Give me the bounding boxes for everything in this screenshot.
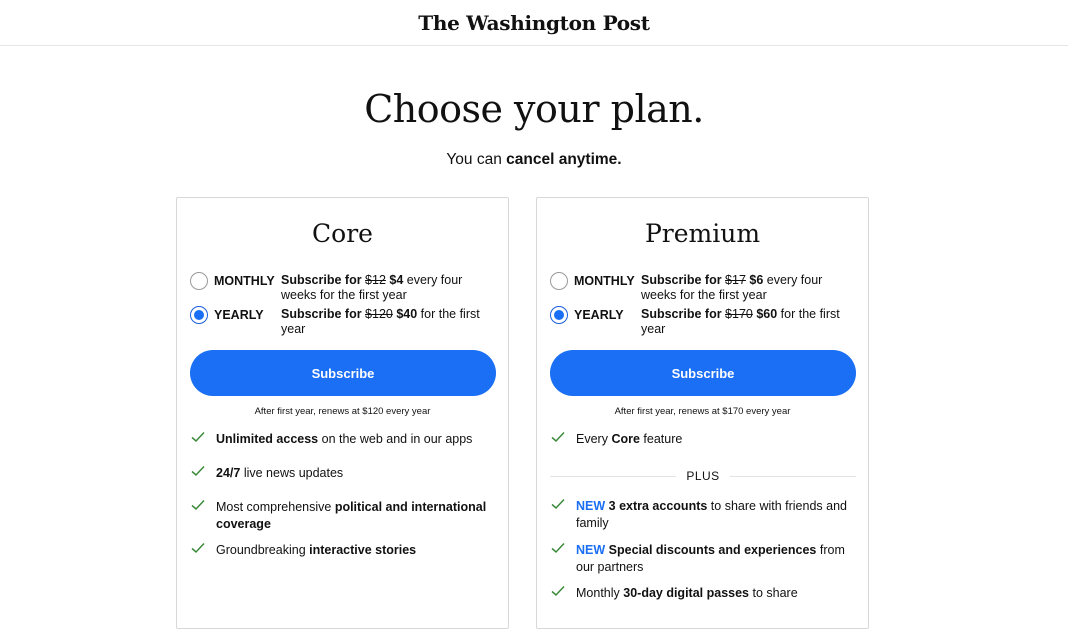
premium-monthly-lead: Subscribe for [641, 273, 726, 287]
core-yearly-new-price: $40 [396, 307, 418, 321]
premium-subscribe-button[interactable]: Subscribe [550, 350, 856, 396]
premium-extra-bold: Special discounts and experiences [608, 543, 817, 557]
core-feature-pre: Groundbreaking [216, 543, 310, 557]
premium-monthly-old-price: $17 [725, 273, 746, 287]
subtitle-prefix: You can [446, 151, 507, 168]
core-yearly-rest: for the first year [281, 307, 480, 336]
washington-post-logo[interactable]: The Washington Post [418, 10, 650, 35]
core-yearly-option[interactable] [190, 306, 500, 340]
checkmark-icon [551, 498, 565, 510]
premium-extra-bold: 30-day digital passes [623, 586, 750, 600]
premium-extra-rest: from our partners [576, 543, 845, 574]
premium-feature-pre: Every [576, 432, 612, 446]
core-feature-bold: interactive stories [309, 543, 417, 557]
premium-extra-rest: to share [749, 586, 798, 600]
premium-yearly-option[interactable] [550, 306, 860, 340]
new-badge: NEW [576, 543, 606, 557]
core-monthly-rest: every four weeks for the first year [281, 273, 463, 302]
premium-yearly-lead: Subscribe for [641, 307, 726, 321]
premium-extra-rest: to share with friends and family [576, 499, 847, 530]
checkmark-icon [551, 585, 565, 597]
core-yearly-lead: Subscribe for [281, 307, 366, 321]
core-monthly-description [281, 273, 501, 303]
core-feature-bold: Unlimited access [216, 432, 319, 446]
core-feature-bold: political and international coverage [216, 500, 487, 531]
core-monthly-old-price: $12 [365, 273, 386, 287]
premium-extra-pre: Monthly [576, 586, 624, 600]
premium-monthly-option[interactable] [550, 272, 860, 306]
masthead [0, 0, 1068, 46]
core-yearly-old-price: $120 [365, 307, 393, 321]
plan-title-premium: Premium [644, 219, 761, 248]
page-title: Choose your plan. [364, 87, 704, 131]
premium-renew-note: After first year, renews at $170 every year [614, 406, 791, 417]
plus-divider [550, 468, 856, 484]
core-monthly-new-price: $4 [389, 273, 404, 287]
premium-yearly-rest: for the first year [641, 307, 840, 336]
checkmark-icon [191, 542, 205, 554]
subtitle-emphasis: cancel anytime. [506, 151, 622, 168]
core-yearly-radio[interactable] [190, 306, 208, 324]
premium-yearly-description [641, 307, 861, 337]
core-feature-rest: on the web and in our apps [318, 432, 473, 446]
core-feature-bold: 24/7 [216, 466, 241, 480]
core-monthly-label: MONTHLY [214, 274, 275, 288]
core-feature-pre: Most comprehensive [216, 500, 335, 514]
premium-feature-bold: Core [611, 432, 640, 446]
checkmark-icon [191, 465, 205, 477]
plan-title-core: Core [312, 219, 373, 248]
premium-monthly-description [641, 273, 861, 303]
premium-extra-bold: 3 extra accounts [608, 499, 708, 513]
premium-yearly-new-price: $60 [756, 307, 778, 321]
core-monthly-lead: Subscribe for [281, 273, 366, 287]
premium-monthly-new-price: $6 [749, 273, 764, 287]
plan-card-premium [536, 197, 869, 629]
premium-yearly-label: YEARLY [574, 308, 624, 322]
premium-monthly-label: MONTHLY [574, 274, 635, 288]
core-yearly-description [281, 307, 501, 337]
checkmark-icon [551, 431, 565, 443]
checkmark-icon [191, 431, 205, 443]
core-monthly-option[interactable] [190, 272, 500, 306]
core-feature-rest: live news updates [240, 466, 344, 480]
divider-line [730, 476, 856, 477]
premium-yearly-old-price: $170 [725, 307, 753, 321]
premium-monthly-radio[interactable] [550, 272, 568, 290]
premium-yearly-radio[interactable] [550, 306, 568, 324]
checkmark-icon [551, 542, 565, 554]
plus-label: PLUS [686, 469, 720, 483]
core-renew-note: After first year, renews at $120 every year [254, 406, 431, 417]
core-subscribe-button[interactable]: Subscribe [190, 350, 496, 396]
page-subtitle [0, 150, 1068, 170]
core-yearly-label: YEARLY [214, 308, 264, 322]
premium-feature-rest: feature [639, 432, 683, 446]
new-badge: NEW [576, 499, 606, 513]
core-monthly-radio[interactable] [190, 272, 208, 290]
plan-card-core [176, 197, 509, 629]
premium-monthly-rest: every four weeks for the first year [641, 273, 823, 302]
checkmark-icon [191, 499, 205, 511]
